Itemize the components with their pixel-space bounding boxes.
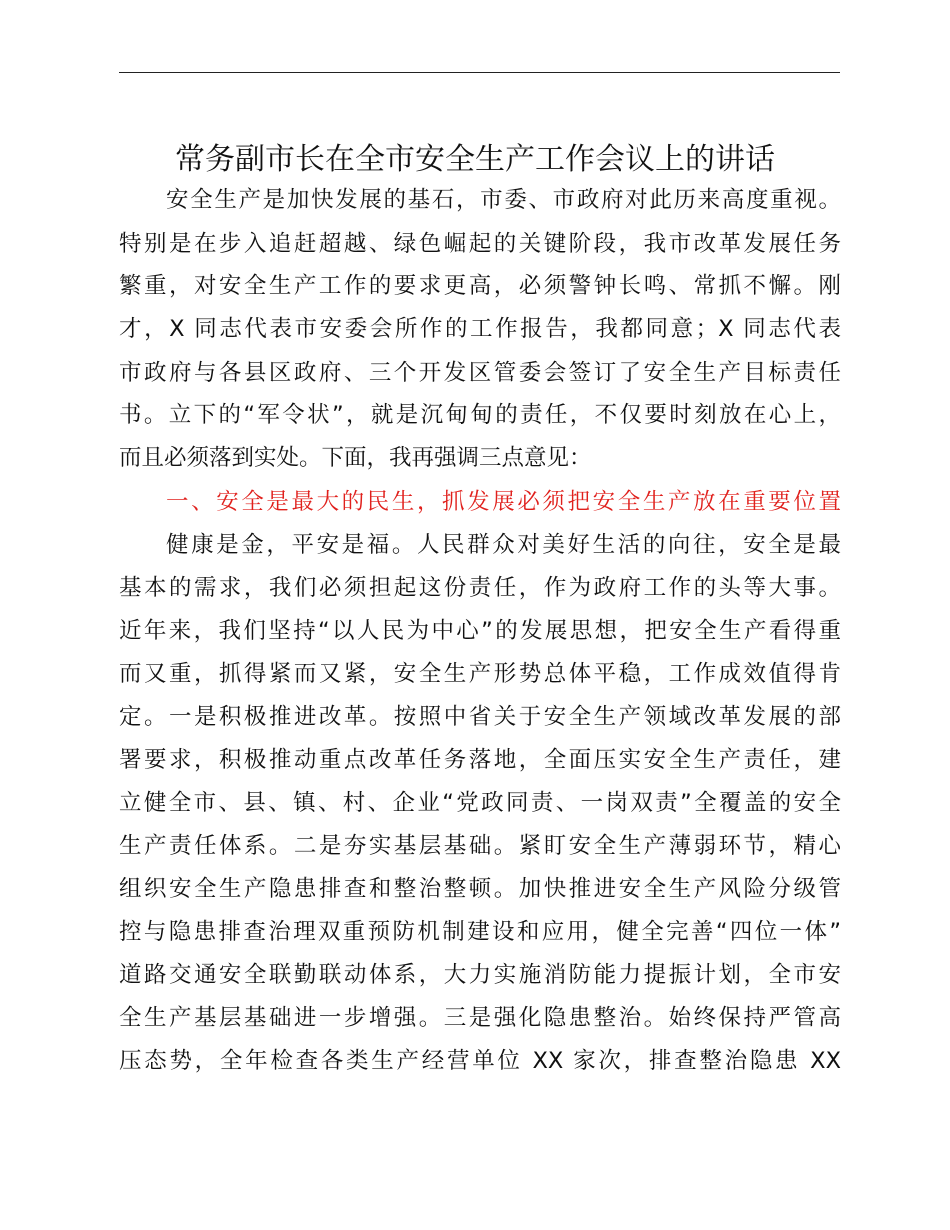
body-line: 近年来，我们坚持“以人民为中心”的发展思想，把安全生产看得重 bbox=[119, 618, 841, 644]
body-line: 基本的需求，我们必须担起这份责任，作为政府工作的头等大事。 bbox=[119, 575, 841, 601]
body-line: 控与隐患排查治理双重预防机制建设和应用，健全完善“四位一体” bbox=[119, 919, 841, 945]
body-line: 书。立下的“军令状”，就是沉甸甸的责任，不仅要时刻放在心上， bbox=[119, 402, 841, 428]
header-rule bbox=[119, 72, 840, 73]
body-line: 定。一是积极推进改革。按照中省关于安全生产领域改革发展的部 bbox=[119, 704, 841, 730]
body-line: 健康是金，平安是福。人民群众对美好生活的向往，安全是最 bbox=[166, 532, 841, 558]
body-line: 才，X 同志代表市安委会所作的工作报告，我都同意；X 同志代表 bbox=[119, 316, 841, 342]
body-line: 全生产基层基础进一步增强。三是强化隐患整治。始终保持严管高 bbox=[119, 1005, 841, 1031]
body-line: 道路交通安全联勤联动体系，大力实施消防能力提振计划，全市安 bbox=[119, 962, 841, 988]
body-line: 立健全市、县、镇、村、企业“党政同责、一岗双责”全覆盖的安全 bbox=[119, 790, 841, 816]
body-line: 生产责任体系。二是夯实基层基础。紧盯安全生产薄弱环节，精心 bbox=[119, 833, 841, 859]
body-line: 市政府与各县区政府、三个开发区管委会签订了安全生产目标责任 bbox=[119, 360, 841, 386]
body-line: 安全生产是加快发展的基石，市委、市政府对此历来高度重视。 bbox=[166, 187, 841, 213]
section-heading: 一、安全是最大的民生，抓发展必须把安全生产放在重要位置 bbox=[166, 489, 841, 515]
body-line: 而又重，抓得紧而又紧，安全生产形势总体平稳，工作成效值得肯 bbox=[119, 661, 841, 687]
body-line: 特别是在步入追赶超越、绿色崛起的关键阶段，我市改革发展任务 bbox=[119, 231, 841, 257]
body-line: 组织安全生产隐患排查和整治整顿。加快推进安全生产风险分级管 bbox=[119, 876, 841, 902]
body-line: 而且必须落到实处。下面，我再强调三点意见： bbox=[119, 445, 592, 471]
body-line: 繁重，对安全生产工作的要求更高，必须警钟长鸣、常抓不懈。刚 bbox=[119, 273, 841, 299]
document-title: 常务副市长在全市安全生产工作会议上的讲话 bbox=[175, 142, 775, 177]
body-line: 压态势，全年检查各类生产经营单位 XX 家次，排查整治隐患 XX bbox=[119, 1048, 841, 1074]
body-line: 署要求，积极推动重点改革任务落地，全面压实安全生产责任，建 bbox=[119, 747, 841, 773]
